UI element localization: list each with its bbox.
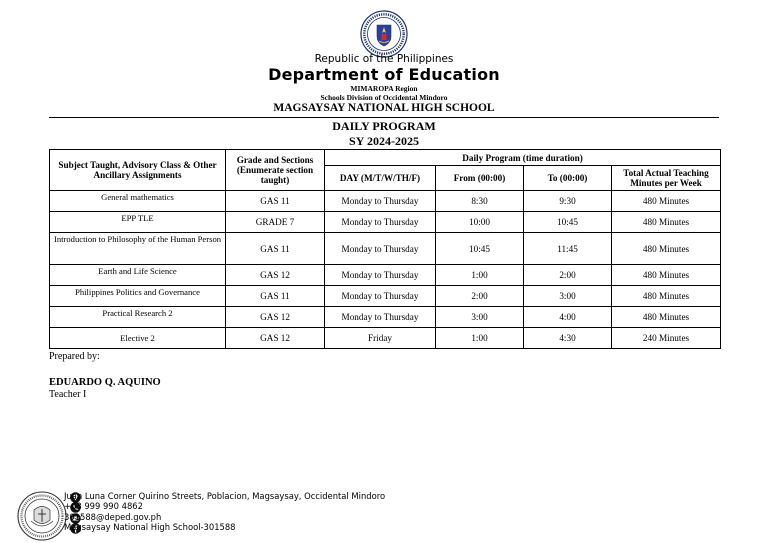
- cell-total: 480 Minutes: [612, 233, 721, 265]
- cell-total: 480 Minutes: [612, 191, 721, 212]
- table-row: [50, 191, 721, 212]
- cell-to: 3:00: [524, 286, 612, 307]
- footer-facebook: Magsaysay National High School-301588: [64, 522, 236, 532]
- footer-email: 301588@deped.gov.ph: [64, 512, 162, 522]
- cell-grade: GAS 12: [226, 328, 325, 349]
- table-row: [50, 328, 721, 349]
- table-row: [50, 212, 721, 233]
- cell-grade: GAS 11: [226, 286, 325, 307]
- signatory-position: Teacher I: [49, 389, 87, 400]
- cell-grade: GAS 11: [226, 191, 325, 212]
- school-name: MAGSAYSAY NATIONAL HIGH SCHOOL: [273, 102, 495, 114]
- table-row: [50, 265, 721, 286]
- cell-total: 480 Minutes: [612, 286, 721, 307]
- cell-day: Monday to Thursday: [325, 233, 436, 265]
- cell-day: Monday to Thursday: [325, 191, 436, 212]
- cell-to: 2:00: [524, 265, 612, 286]
- header-total-minutes: Total Actual Teaching Minutes per Week: [612, 166, 721, 191]
- cell-to: 4:30: [524, 328, 612, 349]
- cell-total: 480 Minutes: [612, 212, 721, 233]
- cell-grade: GAS 12: [226, 307, 325, 328]
- header-from: From (00:00): [436, 166, 524, 191]
- cell-total: 480 Minutes: [612, 307, 721, 328]
- deped-seal-logo: [360, 10, 408, 58]
- cell-from: 10:45: [436, 233, 524, 265]
- footer-phone: +63 999 990 4862: [64, 501, 143, 511]
- cell-from: 8:30: [436, 191, 524, 212]
- cell-day: Friday: [325, 328, 436, 349]
- cell-subject: Introduction to Philosophy of the Human Person: [50, 233, 226, 265]
- cell-day: Monday to Thursday: [325, 212, 436, 233]
- cell-to: 10:45: [524, 212, 612, 233]
- cell-grade: GAS 12: [226, 265, 325, 286]
- header-subject: Subject Taught, Advisory Class & Other Ancillary Assignments: [50, 150, 226, 191]
- cell-grade: GRADE 7: [226, 212, 325, 233]
- cell-from: 3:00: [436, 307, 524, 328]
- table-row: [50, 233, 721, 265]
- cell-subject: Earth and Life Science: [50, 265, 226, 286]
- cell-subject: Elective 2: [50, 328, 226, 349]
- cell-subject: Practical Research 2: [50, 307, 226, 328]
- department-title: Department of Education: [268, 65, 500, 84]
- table-row: [50, 307, 721, 328]
- footer-address: Juan Luna Corner Quirino Streets, Poblacion, Magsaysay, Occidental Mindoro: [64, 491, 386, 501]
- cell-day: Monday to Thursday: [325, 286, 436, 307]
- cell-day: Monday to Thursday: [325, 307, 436, 328]
- header-daily-program: Daily Program (time duration): [325, 150, 721, 166]
- daily-program-table: [49, 149, 721, 349]
- cell-subject: EPP TLE: [50, 212, 226, 233]
- region-label: MIMAROPA Region: [350, 84, 418, 93]
- cell-from: 1:00: [436, 265, 524, 286]
- cell-total: 240 Minutes: [612, 328, 721, 349]
- cell-from: 10:00: [436, 212, 524, 233]
- republic-label: Republic of the Philippines: [314, 53, 454, 65]
- school-logo: [17, 491, 67, 541]
- school-year: SY 2024-2025: [349, 134, 419, 148]
- cell-total: 480 Minutes: [612, 265, 721, 286]
- header-divider: [49, 117, 719, 118]
- cell-grade: GAS 11: [226, 233, 325, 265]
- cell-from: 2:00: [436, 286, 524, 307]
- cell-to: 9:30: [524, 191, 612, 212]
- cell-to: 11:45: [524, 233, 612, 265]
- cell-to: 4:00: [524, 307, 612, 328]
- header-to: To (00:00): [524, 166, 612, 191]
- division-label: Schools Division of Occidental Mindoro: [320, 93, 448, 102]
- header-grade-sections: Grade and Sections (Enumerate section taught): [226, 150, 325, 191]
- cell-day: Monday to Thursday: [325, 265, 436, 286]
- prepared-by-label: Prepared by:: [49, 351, 100, 362]
- header-day: DAY (M/T/W/TH/F): [325, 166, 436, 191]
- table-row: [50, 286, 721, 307]
- signatory-name: EDUARDO Q. AQUINO: [49, 377, 161, 388]
- cell-from: 1:00: [436, 328, 524, 349]
- cell-subject: Philippines Politics and Governance: [50, 286, 226, 307]
- cell-subject: General mathematics: [50, 191, 226, 212]
- document-title: DAILY PROGRAM: [332, 119, 436, 133]
